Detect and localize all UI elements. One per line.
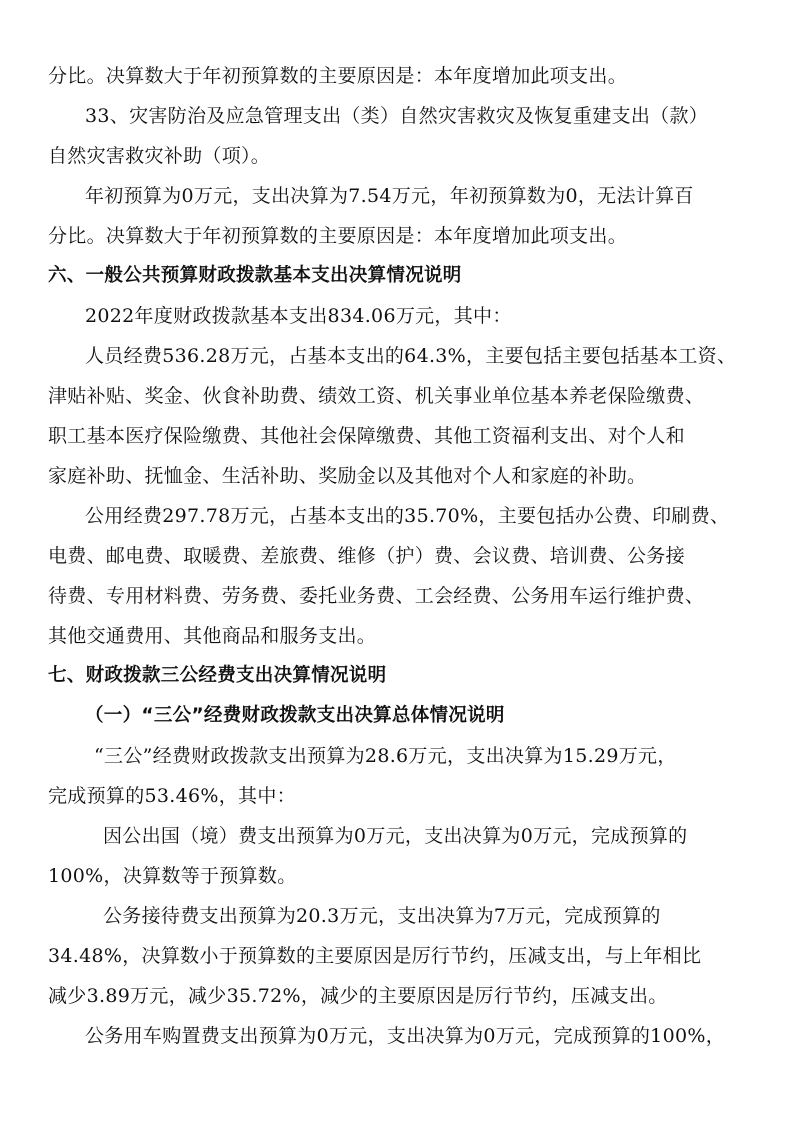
paragraph-line: 分比。决算数大于年初预算数的主要原因是：本年度增加此项支出。 <box>48 225 628 247</box>
paragraph-line: 自然灾害救灾补助（项）。 <box>48 145 271 167</box>
paragraph-line: 待费、专用材料费、劳务费、委托业务费、工会经费、公务用车运行维护费、 <box>48 585 705 607</box>
section-heading: 六、一般公共预算财政拨款基本支出决算情况说明 <box>48 265 462 286</box>
paragraph-line: 津贴补贴、奖金、伙食补助费、绩效工资、机关事业单位基本养老保险缴费、 <box>48 385 705 407</box>
subsection-heading: （一）“三公”经费财政拨款支出决算总体情况说明 <box>85 705 505 726</box>
paragraph-line: 分比。决算数大于年初预算数的主要原因是：本年度增加此项支出。 <box>48 65 628 87</box>
paragraph-line: 公务接待费支出预算为20.3万元，支出决算为7万元，完成预算的 <box>103 905 661 927</box>
paragraph-line: 家庭补助、抚恤金、生活补助、奖励金以及其他对个人和家庭的补助。 <box>48 465 647 487</box>
paragraph-line: 公用经费297.78万元，占基本支出的35.70%，主要包括办公费、印刷费、 <box>85 505 730 527</box>
paragraph-line: 公务用车购置费支出预算为0万元，支出决算为0万元，完成预算的100%， <box>85 1025 725 1047</box>
section-heading: 七、财政拨款三公经费支出决算情况说明 <box>48 665 387 686</box>
paragraph-line: 职工基本医疗保险缴费、其他社会保障缴费、其他工资福利支出、对个人和 <box>48 425 685 447</box>
paragraph-line: 因公出国（境）费支出预算为0万元，支出决算为0万元，完成预算的 <box>103 825 688 847</box>
paragraph-line: 年初预算为0万元，支出决算为7.54万元，年初预算数为0，无法计算百 <box>85 185 694 207</box>
paragraph-line: 2022年度财政拨款基本支出834.06万元，其中： <box>85 305 512 327</box>
paragraph-line: “三公”经费财政拨款支出预算为28.6万元，支出决算为15.29万元， <box>94 745 677 767</box>
paragraph-line: 33、灾害防治及应急管理支出（类）自然灾害救灾及恢复重建支出（款） <box>85 105 709 127</box>
paragraph-line: 100%，决算数等于预算数。 <box>48 865 297 887</box>
paragraph-line: 人员经费536.28万元，占基本支出的64.3%，主要包括主要包括基本工资、 <box>85 345 737 367</box>
paragraph-line: 减少3.89万元，减少35.72%，减少的主要原因是厉行节约，压减支出。 <box>48 985 668 1007</box>
paragraph-line: 34.48%，决算数小于预算数的主要原因是厉行节约，压减支出，与上年相比 <box>48 945 702 967</box>
paragraph-line: 完成预算的53.46%，其中： <box>48 785 296 807</box>
paragraph-line: 其他交通费用、其他商品和服务支出。 <box>48 625 377 647</box>
paragraph-line: 电费、邮电费、取暖费、差旅费、维修（护）费、会议费、培训费、公务接 <box>48 545 685 567</box>
